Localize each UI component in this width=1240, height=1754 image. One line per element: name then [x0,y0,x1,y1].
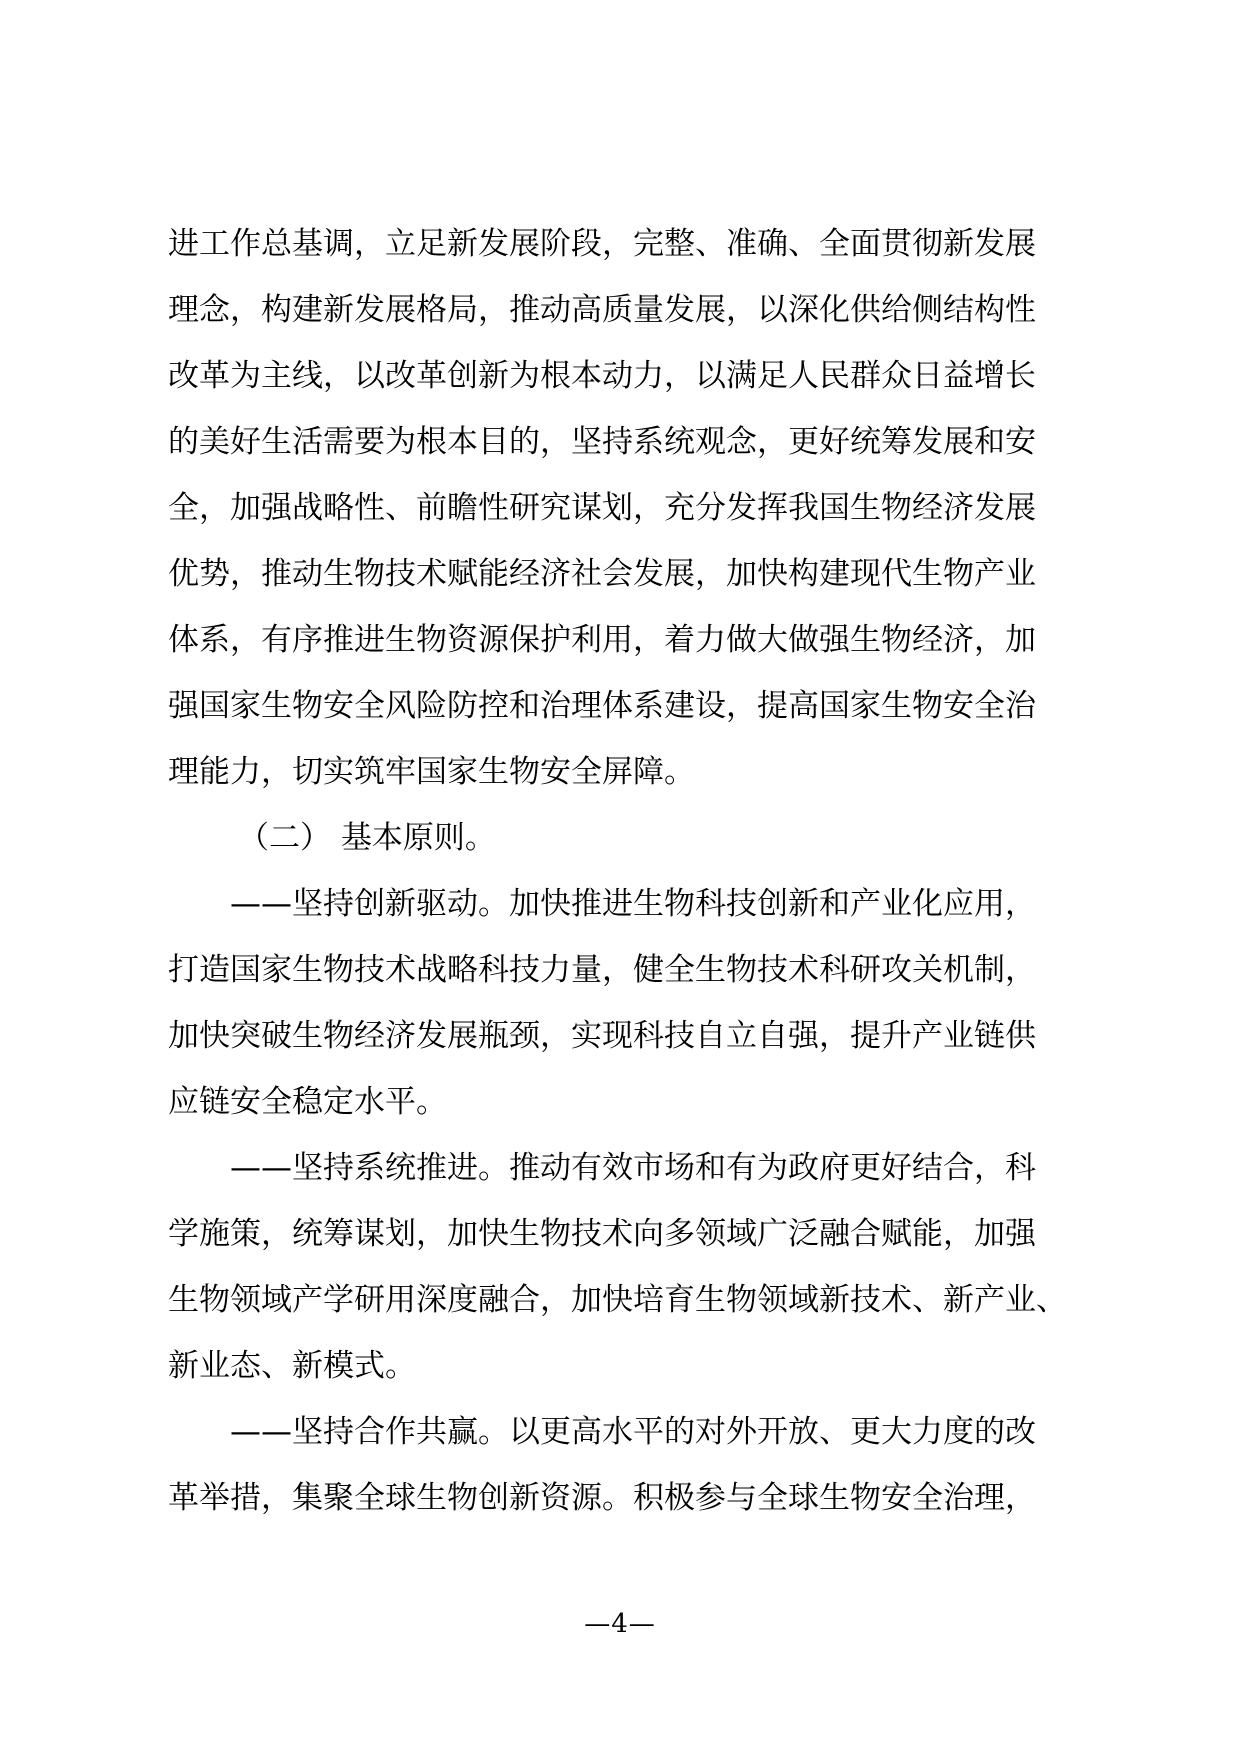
paragraph-line: 新业态、新模式。 [168,1348,416,1384]
principle-line: ——坚持系统推进。推动有效市场和有为政府更好结合，科 [230,1150,1036,1186]
paragraph-line: 加快突破生物经济发展瓶颈，实现科技自立自强，提升产业链供 [168,1018,1036,1054]
page-number: —4— [584,1609,656,1639]
paragraph-line: 打造国家生物技术战略科技力量，健全生物技术科研攻关机制， [168,952,1036,988]
section-heading: （二） 基本原则。 [238,820,496,856]
principle-line: ——坚持合作共赢。以更高水平的对外开放、更大力度的改 [230,1414,1036,1450]
paragraph-line: 理念，构建新发展格局，推动高质量发展，以深化供给侧结构性 [168,292,1036,328]
paragraph-line: 的美好生活需要为根本目的，坚持系统观念，更好统筹发展和安 [168,424,1036,460]
paragraph-line: 体系，有序推进生物资源保护利用，着力做大做强生物经济，加 [168,622,1036,658]
paragraph-line: 改革为主线，以改革创新为根本动力，以满足人民群众日益增长 [168,358,1036,394]
paragraph-line: 生物领域产学研用深度融合，加快培育生物领域新技术、新产业、 [168,1282,1067,1318]
paragraph-line: 全，加强战略性、前瞻性研究谋划，充分发挥我国生物经济发展 [168,490,1036,526]
paragraph-line: 革举措，集聚全球生物创新资源。积极参与全球生物安全治理， [168,1480,1036,1516]
paragraph-line: 学施策，统筹谋划，加快生物技术向多领域广泛融合赋能，加强 [168,1216,1036,1252]
principle-line: ——坚持创新驱动。加快推进生物科技创新和产业化应用， [230,886,1036,922]
paragraph-line: 优势，推动生物技术赋能经济社会发展，加快构建现代生物产业 [168,556,1036,592]
paragraph-line: 应链安全稳定水平。 [168,1084,447,1120]
paragraph-line: 进工作总基调，立足新发展阶段，完整、准确、全面贯彻新发展 [168,226,1036,262]
paragraph-line: 理能力，切实筑牢国家生物安全屏障。 [168,754,695,790]
paragraph-line: 强国家生物安全风险防控和治理体系建设，提高国家生物安全治 [168,688,1036,724]
